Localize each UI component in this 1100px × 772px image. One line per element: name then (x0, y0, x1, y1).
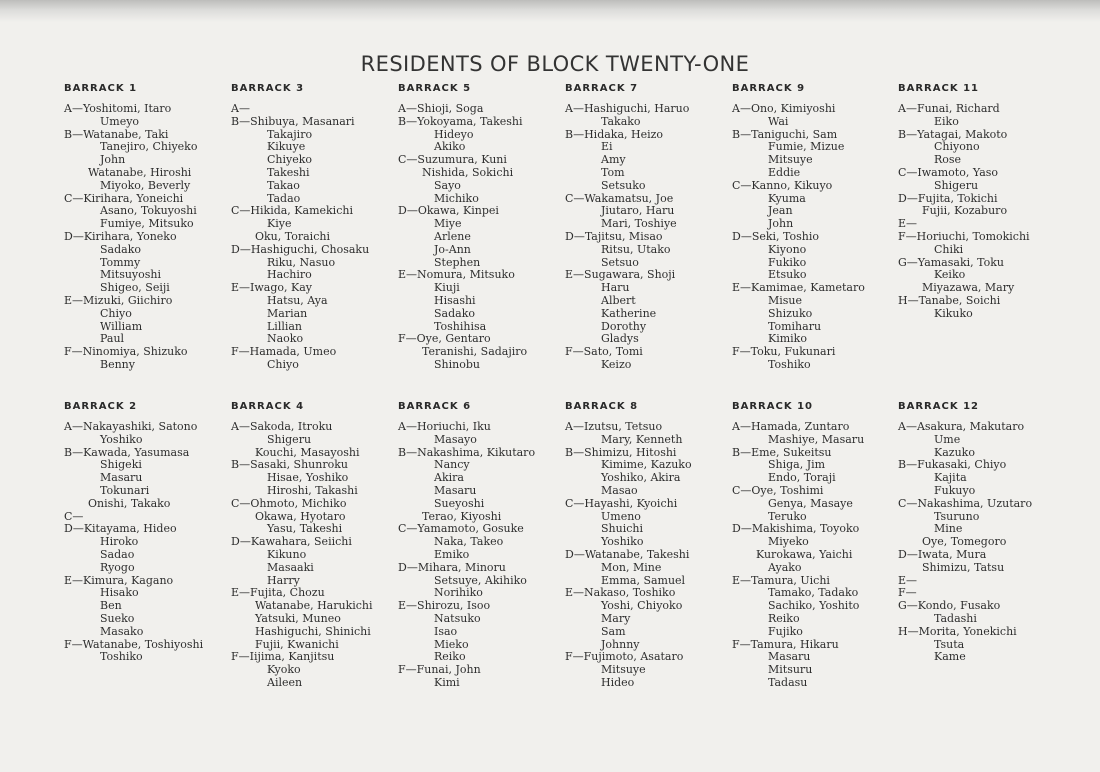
resident-name: Kurokawa, Yaichi (756, 547, 853, 561)
page-top-shadow (0, 0, 1100, 22)
apartment-entry: F—Hamada, Umeo (231, 345, 337, 359)
barrack-block (565, 83, 725, 372)
resident-name: Emiko (434, 547, 470, 561)
apartment-entry: B—Eme, Sukeitsu (732, 445, 832, 459)
resident-name: Takajiro (267, 127, 313, 141)
resident-name: Jean (768, 204, 793, 218)
apartment-entry: F—Horiuchi, Tomokichi (898, 229, 1030, 243)
resident-name: Ume (934, 432, 961, 446)
resident-name: Hatsu, Aya (267, 293, 328, 307)
resident-name: Reiko (434, 650, 466, 664)
resident-name: Setsuko (601, 178, 646, 192)
resident-name: Kimime, Kazuko (601, 458, 692, 472)
resident-name: Yoshi, Chiyoko (601, 599, 683, 613)
resident-name: Hachiro (267, 268, 312, 282)
barrack-heading: BARRACK 3 (231, 83, 305, 94)
resident-name: Amy (601, 153, 626, 167)
resident-name: Masaru (434, 483, 477, 497)
resident-name: Ayako (768, 560, 802, 574)
resident-name: Chiyo (267, 357, 299, 371)
barrack-block (64, 83, 224, 372)
resident-name: Ritsu, Utako (601, 242, 671, 256)
resident-name: Naka, Takeo (434, 535, 504, 549)
apartment-entry: D—Watanabe, Takeshi (565, 547, 690, 561)
apartment-entry: F—Sato, Tomi (565, 345, 643, 359)
resident-name: Yasu, Takeshi (267, 522, 343, 536)
apartment-entry: A—Yoshitomi, Itaro (64, 102, 172, 115)
barrack-heading: BARRACK 12 (898, 401, 979, 412)
resident-name: Takeshi (267, 165, 310, 179)
resident-name: Dorothy (601, 319, 647, 333)
resident-name: Isao (434, 624, 458, 638)
apartment-entry: D—Tajitsu, Misao (565, 229, 663, 243)
resident-name: Tanejiro, Chiyeko (100, 140, 198, 154)
resident-name: Nancy (434, 458, 470, 472)
barrack-heading: BARRACK 8 (565, 401, 639, 412)
resident-name: Tsuta (934, 637, 965, 651)
resident-name: Riku, Nasuo (267, 255, 336, 269)
resident-name: Hiroshi, Takashi (267, 483, 358, 497)
resident-name: Masao (601, 483, 638, 497)
barrack-block (732, 83, 892, 372)
resident-name: John (100, 153, 126, 167)
apartment-entry: C—Ohmoto, Michiko (231, 496, 347, 510)
resident-name: Marian (267, 306, 308, 320)
barrack-block (898, 401, 1058, 664)
apartment-entry: E—Kamimae, Kametaro (732, 281, 865, 295)
barrack-heading: BARRACK 4 (231, 401, 305, 412)
resident-name: Mary, Kenneth (601, 432, 683, 446)
apartment-entry: B—Hidaka, Heizo (565, 127, 664, 141)
resident-name: Kyoko (267, 663, 301, 677)
resident-name: Chiyo (100, 306, 132, 320)
apartment-entry: D—Iwata, Mura (898, 547, 987, 561)
resident-name: Yatsuki, Muneo (255, 611, 341, 625)
apartment-entry: E—Mizuki, Giichiro (64, 293, 173, 307)
barrack-heading: BARRACK 7 (565, 83, 639, 94)
resident-name: Shigeki (100, 458, 142, 472)
barrack-heading: BARRACK 9 (732, 83, 806, 94)
apartment-entry: H—Morita, Yonekichi (898, 624, 1017, 638)
resident-name: Kazuko (934, 445, 975, 459)
resident-name: Reiko (768, 611, 800, 625)
resident-name: Fujiko (768, 624, 803, 638)
resident-name: Sadako (434, 306, 475, 320)
barrack-block (398, 83, 558, 372)
resident-name: Mitsuye (768, 153, 813, 167)
apartment-entry: E— (898, 573, 918, 587)
barrack-block (898, 83, 1058, 321)
apartment-entry: A—Nakayashiki, Satono (64, 420, 198, 433)
resident-name: Mitsuru (768, 663, 813, 677)
resident-name: Onishi, Takako (88, 496, 171, 510)
resident-name: Albert (601, 293, 636, 307)
apartment-entry: F—Toku, Fukunari (732, 345, 836, 359)
resident-name: Fujii, Kwanichi (255, 637, 339, 651)
apartment-entry: C—Suzumura, Kuni (398, 153, 507, 167)
apartment-entry: A—Shioji, Soga (398, 102, 484, 115)
apartment-entry: B—Sasaki, Shunroku (231, 458, 348, 472)
apartment-entry: F—Watanabe, Toshiyoshi (64, 637, 204, 651)
resident-name: Misue (768, 293, 803, 307)
resident-name: Mitsuyoshi (100, 268, 162, 282)
resident-name: Hashiguchi, Shinichi (255, 624, 371, 638)
resident-name: Shiga, Jim (768, 458, 826, 472)
resident-name: Toshiko (100, 650, 143, 664)
apartment-entry: A—Sakoda, Itroku (231, 420, 333, 433)
resident-name: Sadao (100, 547, 135, 561)
barrack-heading: BARRACK 5 (398, 83, 472, 94)
resident-name: Tomiharu (768, 319, 822, 333)
apartment-entry: E—Sugawara, Shoji (565, 268, 676, 282)
apartment-entry: A—Hamada, Zuntaro (732, 420, 850, 433)
resident-name: Jiutaro, Haru (601, 204, 675, 218)
resident-name: Setsuo (601, 255, 639, 269)
resident-name: Toshihisa (434, 319, 487, 333)
resident-name: Hideo (601, 675, 635, 689)
resident-name: Sachiko, Yoshito (768, 599, 860, 613)
apartment-entry: F— (898, 586, 917, 600)
resident-name: Masako (100, 624, 144, 638)
apartment-entry: G—Yamasaki, Toku (898, 255, 1004, 269)
resident-name: Masayo (434, 432, 477, 446)
resident-name: Tadasu (768, 675, 808, 689)
resident-name: Kimi (434, 675, 460, 689)
resident-name: William (100, 319, 143, 333)
apartment-entry: B—Nakashima, Kikutaro (398, 445, 536, 459)
resident-name: Mitsuye (601, 663, 646, 677)
apartment-entry: A—Asakura, Makutaro (898, 420, 1025, 433)
resident-name: Hisako (100, 586, 139, 600)
resident-name: Miyazawa, Mary (922, 281, 1015, 295)
resident-name: Toshiko (768, 357, 811, 371)
resident-name: Mon, Mine (601, 560, 662, 574)
apartment-entry: F—Tamura, Hikaru (732, 637, 839, 651)
apartment-entry: D—Kirihara, Yoneko (64, 229, 177, 243)
apartment-entry: F—Oye, Gentaro (398, 332, 491, 346)
resident-name: Harry (267, 573, 300, 587)
resident-name: Kiyono (768, 242, 807, 256)
resident-name: Chiyeko (267, 153, 313, 167)
barrack-block (398, 401, 558, 690)
resident-name: Michiko (434, 191, 479, 205)
apartment-entry: D—Fujita, Tokichi (898, 191, 998, 205)
apartment-entry: C—Oye, Toshimi (732, 483, 824, 497)
resident-name: Fumie, Mizue (768, 140, 845, 154)
apartment-entry: B—Shibuya, Masanari (231, 114, 355, 128)
resident-name: Yoshiko (601, 535, 644, 549)
resident-name: Tokunari (100, 483, 150, 497)
resident-name: Norihiko (434, 586, 483, 600)
apartment-entry: D—Mihara, Minoru (398, 560, 506, 574)
resident-name: Kimiko (768, 332, 807, 346)
resident-name: Kiye (267, 217, 292, 231)
resident-name: Miyeko (768, 535, 809, 549)
barrack-block (64, 401, 224, 664)
apartment-entry: B—Shimizu, Hitoshi (565, 445, 677, 459)
resident-name: Teranishi, Sadajiro (422, 345, 528, 359)
resident-name: Sam (601, 624, 626, 638)
apartment-entry: B—Yatagai, Makoto (898, 127, 1008, 141)
apartment-entry: C—Hayashi, Kyoichi (565, 496, 678, 510)
resident-name: Fukiko (768, 255, 807, 269)
resident-name: Terao, Kiyoshi (422, 509, 502, 523)
resident-name: Mine (934, 522, 963, 536)
apartment-entry: E—Shirozu, Isoo (398, 599, 491, 613)
resident-name: Akiko (434, 140, 466, 154)
resident-name: Tamako, Tadako (768, 586, 859, 600)
resident-name: Jo-Ann (434, 242, 471, 256)
apartment-entry: A—Funai, Richard (898, 102, 1000, 115)
apartment-entry: D—Seki, Toshio (732, 229, 820, 243)
apartment-entry: E—Fujita, Chozu (231, 586, 325, 600)
resident-name: Ben (100, 599, 122, 613)
resident-name: Ei (601, 140, 613, 154)
resident-name: Endo, Toraji (768, 471, 836, 485)
resident-name: Kouchi, Masayoshi (255, 445, 360, 459)
resident-name: Miyoko, Beverly (100, 178, 191, 192)
resident-name: Sadako (100, 242, 141, 256)
resident-name: Mary (601, 611, 631, 625)
resident-name: Masaaki (267, 560, 314, 574)
resident-name: Takako (601, 114, 641, 128)
resident-name: Lillian (267, 319, 303, 333)
apartment-entry: B—Fukasaki, Chiyo (898, 458, 1007, 472)
resident-name: Akira (434, 471, 464, 485)
apartment-entry: E—Nomura, Mitsuko (398, 268, 515, 282)
apartment-entry: A—Horiuchi, Iku (398, 420, 491, 433)
barrack-heading: BARRACK 1 (64, 83, 138, 94)
barrack-block (732, 401, 892, 690)
resident-name: Takao (267, 178, 300, 192)
resident-name: Shigeru (934, 178, 979, 192)
resident-name: Mari, Toshiye (601, 217, 677, 231)
resident-name: Hisae, Yoshiko (267, 471, 349, 485)
apartment-entry: D—Kawahara, Seiichi (231, 535, 352, 549)
resident-name: Hideyo (434, 127, 474, 141)
resident-name: Paul (100, 332, 125, 346)
resident-name: Oku, Toraichi (255, 229, 330, 243)
apartment-entry: H—Tanabe, Soichi (898, 293, 1001, 307)
resident-name: Yoshiko (100, 432, 143, 446)
resident-name: Hiroko (100, 535, 139, 549)
resident-name: Shuichi (601, 522, 643, 536)
resident-name: Umeno (601, 509, 641, 523)
apartment-entry: E—Kimura, Kagano (64, 573, 174, 587)
resident-name: Umeyo (100, 114, 140, 128)
apartment-entry: F—Fujimoto, Asataro (565, 650, 684, 664)
apartment-entry: D—Kitayama, Hideo (64, 522, 177, 536)
apartment-entry: E—Iwago, Kay (231, 281, 312, 295)
resident-name: Teruko (768, 509, 807, 523)
resident-name: Asano, Tokuyoshi (100, 204, 197, 218)
resident-name: Haru (601, 281, 630, 295)
resident-name: John (768, 217, 794, 231)
resident-name: Nishida, Sokichi (422, 165, 514, 179)
resident-name: Kikuno (267, 547, 307, 561)
apartment-entry: A—Izutsu, Tetsuo (565, 420, 663, 433)
resident-name: Tadao (267, 191, 301, 205)
resident-name: Kikuye (267, 140, 306, 154)
apartment-entry: A—Ono, Kimiyoshi (732, 102, 836, 115)
resident-name: Tommy (100, 255, 141, 269)
resident-name: Tadashi (934, 611, 977, 625)
barrack-heading: BARRACK 6 (398, 401, 472, 412)
resident-name: Kyuma (768, 191, 806, 205)
barrack-heading: BARRACK 11 (898, 83, 979, 94)
apartment-entry: C—Iwamoto, Yaso (898, 165, 999, 179)
resident-name: Fujii, Kozaburo (922, 204, 1008, 218)
resident-name: Eiko (934, 114, 959, 128)
resident-name: Masaru (100, 471, 143, 485)
apartment-entry: B—Yokoyama, Takeshi (398, 114, 523, 128)
resident-name: Katherine (601, 306, 657, 320)
apartment-entry: E— (898, 217, 918, 231)
apartment-entry: F—Ninomiya, Shizuko (64, 345, 188, 359)
resident-name: Wai (768, 114, 789, 128)
resident-name: Benny (100, 357, 135, 371)
apartment-entry: C—Nakashima, Uzutaro (898, 496, 1033, 510)
resident-name: Genya, Masaye (768, 496, 853, 510)
resident-name: Keizo (601, 357, 632, 371)
resident-name: Sueko (100, 611, 135, 625)
resident-name: Emma, Samuel (601, 573, 686, 587)
resident-name: Mieko (434, 637, 469, 651)
resident-name: Kikuko (934, 306, 973, 320)
resident-name: Johnny (601, 637, 640, 651)
resident-name: Shinobu (434, 357, 480, 371)
resident-name: Shimizu, Tatsu (922, 560, 1005, 574)
resident-name: Kajita (934, 471, 967, 485)
apartment-entry: C— (64, 509, 84, 523)
apartment-entry: F—Iijima, Kanjitsu (231, 650, 335, 664)
resident-name: Kame (934, 650, 966, 664)
resident-name: Eddie (768, 165, 801, 179)
resident-name: Fumiye, Mitsuko (100, 217, 194, 231)
barrack-block (231, 401, 391, 690)
resident-name: Oye, Tomegoro (922, 535, 1007, 549)
resident-name: Natsuko (434, 611, 481, 625)
resident-name: Watanabe, Hiroshi (88, 165, 192, 179)
resident-name: Gladys (601, 332, 639, 346)
resident-name: Sueyoshi (434, 496, 485, 510)
barrack-heading: BARRACK 10 (732, 401, 813, 412)
barrack-heading: BARRACK 2 (64, 401, 138, 412)
barrack-block (231, 83, 391, 372)
apartment-entry: E—Nakaso, Toshiko (565, 586, 676, 600)
resident-name: Chiki (934, 242, 964, 256)
resident-name: Mashiye, Masaru (768, 432, 865, 446)
resident-name: Shigeru (267, 432, 312, 446)
apartment-entry: B—Watanabe, Taki (64, 127, 169, 141)
apartment-entry: C—Kirihara, Yoneichi (64, 191, 184, 205)
resident-name: Hisashi (434, 293, 476, 307)
resident-name: Watanabe, Harukichi (255, 599, 373, 613)
apartment-entry: A—Hashiguchi, Haruo (565, 102, 690, 115)
resident-name: Kiuji (434, 281, 460, 295)
apartment-entry: C—Wakamatsu, Joe (565, 191, 674, 205)
resident-name: Sayo (434, 178, 461, 192)
apartment-entry: A— (231, 102, 250, 115)
resident-name: Shigeo, Seiji (100, 281, 170, 295)
resident-name: Naoko (267, 332, 304, 346)
resident-name: Miye (434, 217, 462, 231)
apartment-entry: C—Hikida, Kamekichi (231, 204, 353, 218)
resident-name: Fukuyo (934, 483, 976, 497)
barrack-block (565, 401, 725, 690)
resident-name: Ryogo (100, 560, 135, 574)
apartment-entry: F—Funai, John (398, 663, 481, 677)
apartment-entry: G—Kondo, Fusako (898, 599, 1001, 613)
resident-name: Keiko (934, 268, 966, 282)
resident-name: Arlene (434, 229, 471, 243)
resident-name: Chiyono (934, 140, 980, 154)
apartment-entry: B—Taniguchi, Sam (732, 127, 838, 141)
page-title: RESIDENTS OF BLOCK TWENTY-ONE (360, 52, 750, 76)
resident-name: Etsuko (768, 268, 807, 282)
resident-name: Masaru (768, 650, 811, 664)
resident-name: Aileen (267, 675, 303, 689)
resident-name: Tsuruno (934, 509, 980, 523)
resident-name: Okawa, Hyotaro (255, 509, 346, 523)
apartment-entry: D—Okawa, Kinpei (398, 204, 499, 218)
resident-name: Tom (601, 165, 625, 179)
apartment-entry: D—Makishima, Toyoko (732, 522, 860, 536)
apartment-entry: D—Hashiguchi, Chosaku (231, 242, 370, 256)
apartment-entry: E—Tamura, Uichi (732, 573, 830, 587)
resident-name: Stephen (434, 255, 481, 269)
apartment-entry: C—Yamamoto, Gosuke (398, 522, 524, 536)
apartment-entry: B—Kawada, Yasumasa (64, 445, 190, 459)
apartment-entry: C—Kanno, Kikuyo (732, 178, 833, 192)
resident-name: Shizuko (768, 306, 813, 320)
resident-name: Rose (934, 153, 962, 167)
resident-name: Yoshiko, Akira (601, 471, 681, 485)
resident-name: Setsuye, Akihiko (434, 573, 527, 587)
